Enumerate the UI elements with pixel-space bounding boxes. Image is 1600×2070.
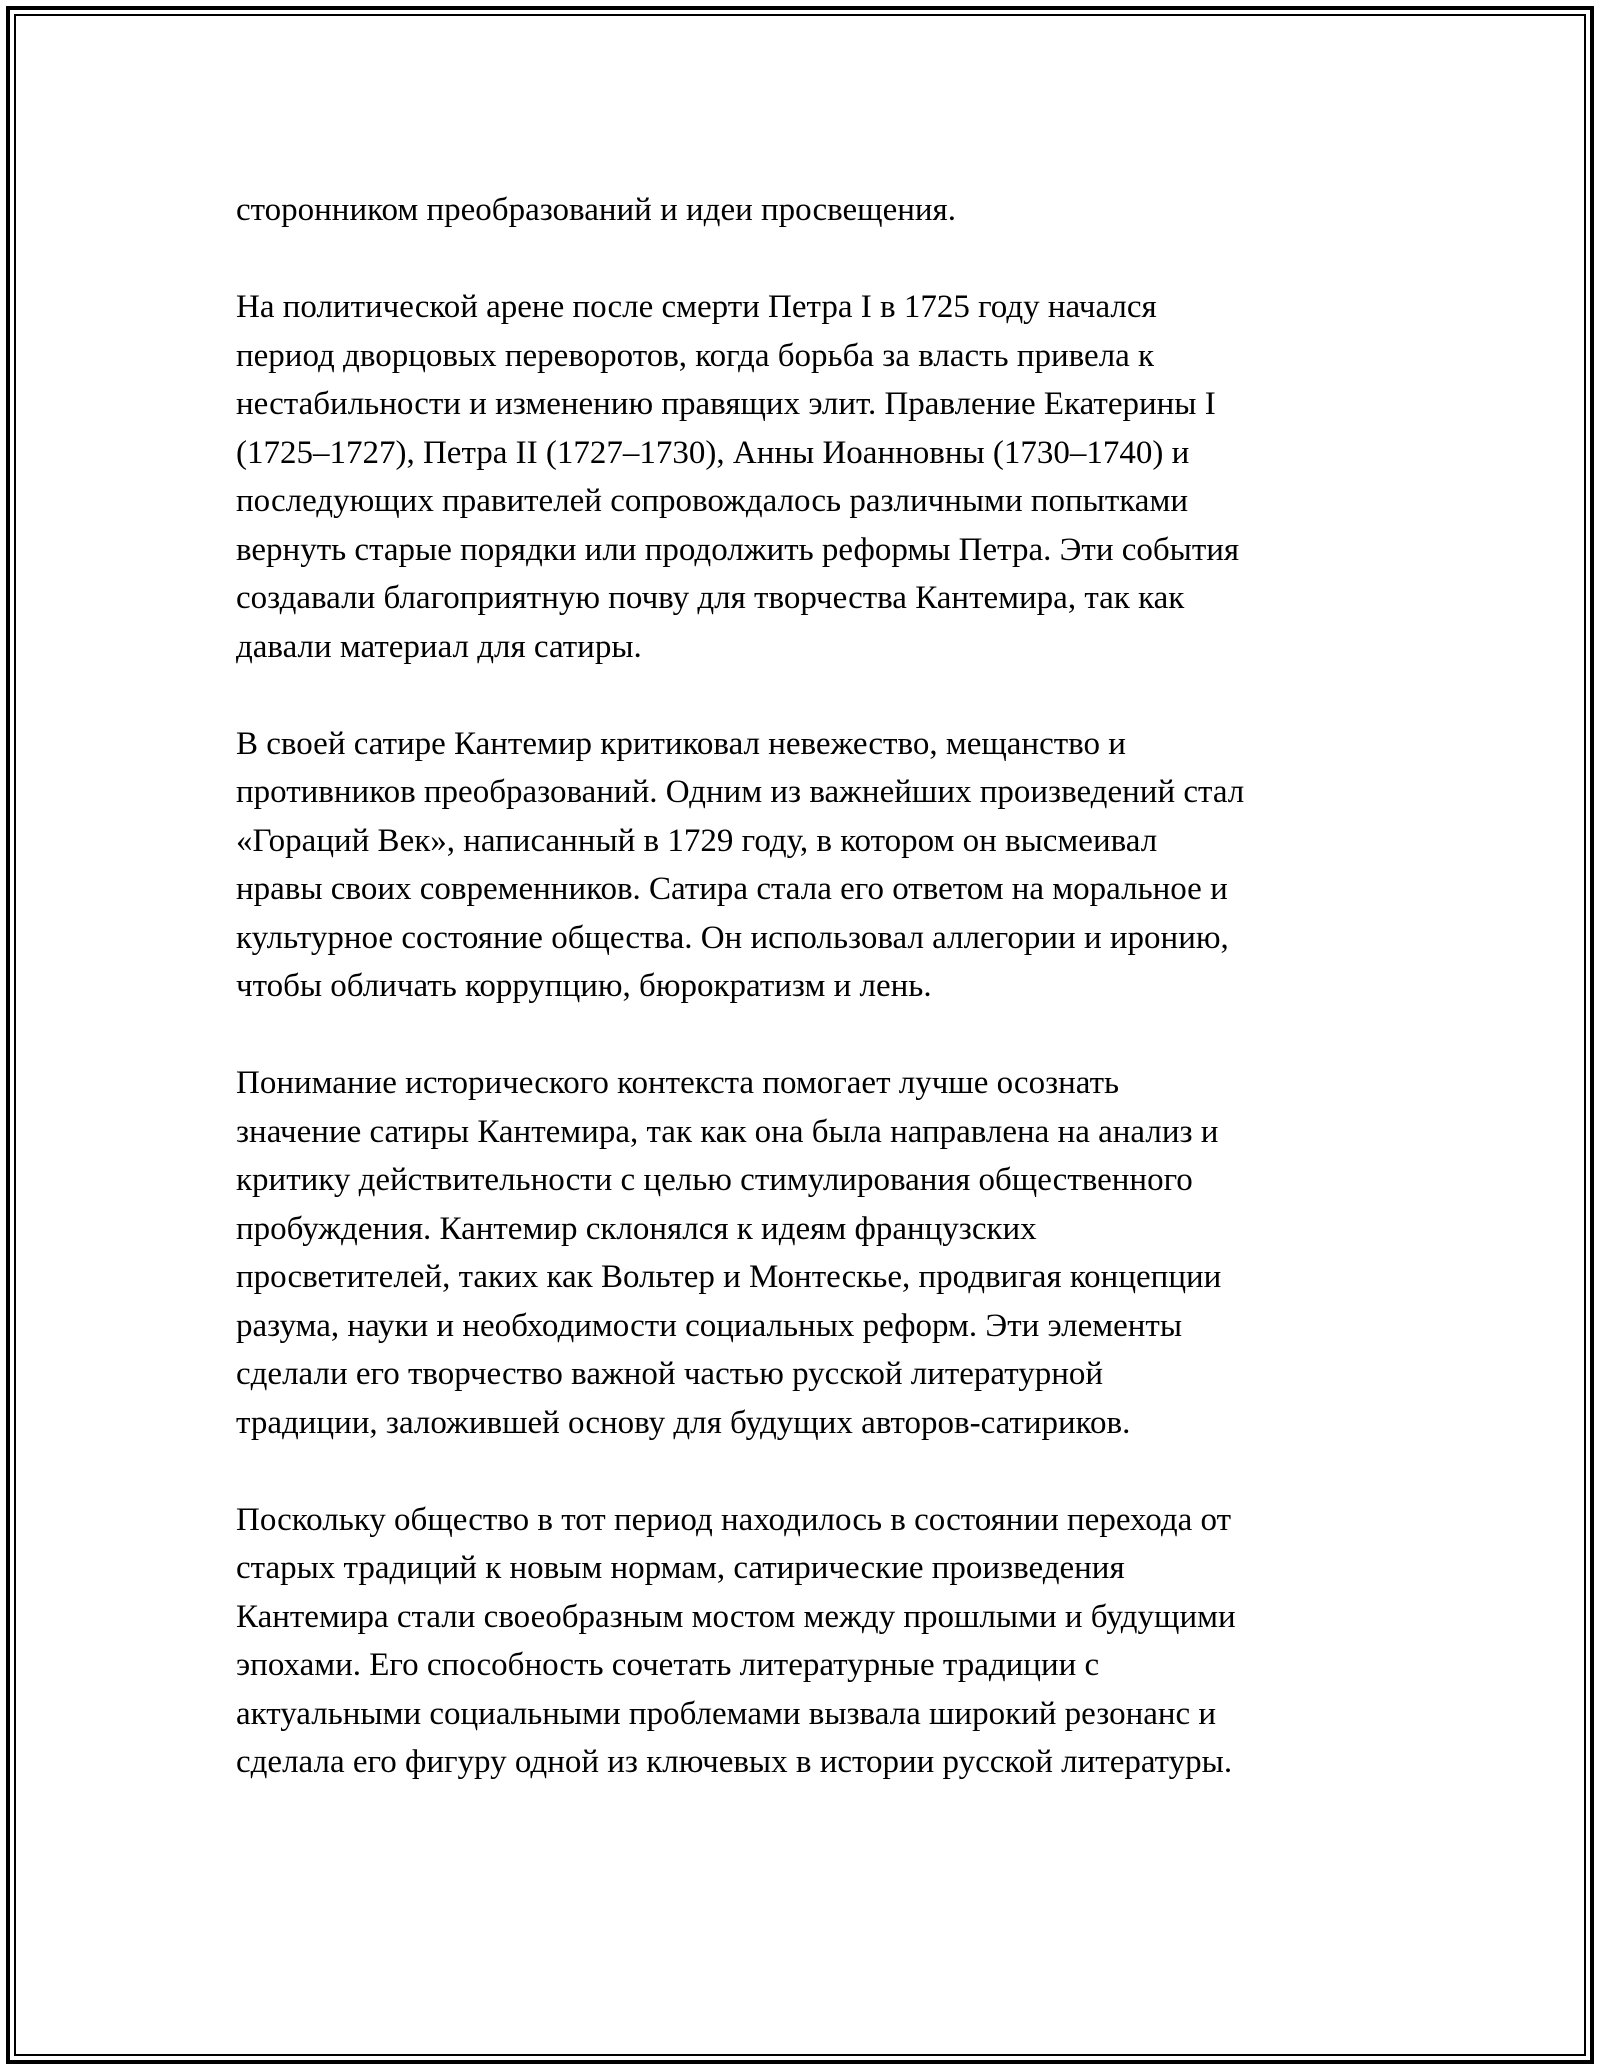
text-line: просветителей, таких как Вольтер и Монтескье, продвигая концепции: [236, 1259, 1222, 1295]
text-line: Кантемира стали своеобразным мостом между прошлыми и будущими: [236, 1598, 1236, 1635]
text-line: традиции, заложившей основу для будущих авторов-сатириков.: [236, 1404, 1131, 1441]
text-line: На политической арене после смерти Петра I в 1725 году начался: [236, 289, 1157, 325]
text-line: противников преобразований. Одним из важнейших произведений стал: [236, 774, 1245, 810]
text-line: Поскольку общество в тот период находилось в состоянии перехода от: [236, 1501, 1231, 1538]
text-line: нравы своих современников. Сатира стала его ответом на моральное и: [236, 871, 1228, 907]
text-line: чтобы обличать коррупцию, бюрократизм и лень.: [236, 968, 932, 1004]
paragraph: [236, 1059, 1376, 1447]
text-line: В своей сатире Кантемир критиковал невежество, мещанство и: [236, 725, 1126, 762]
paragraph: [236, 1496, 1376, 1787]
text-line: старых традиций к новым нормам, сатирические произведения: [236, 1550, 1125, 1586]
text-line: эпохами. Его способность сочетать литературные традиции с: [236, 1647, 1100, 1683]
text-line: давали материал для сатиры.: [236, 628, 642, 665]
text-line: актуальными социальными проблемами вызвала широкий резонанс и: [236, 1695, 1217, 1732]
document-body: [236, 186, 1376, 1835]
text-line: «Гораций Век», написанный в 1729 году, в котором он высмеивал: [236, 822, 1158, 859]
text-line: последующих правителей сопровождалось различными попытками: [236, 483, 1188, 519]
text-line: значение сатиры Кантемира, так как она была направлена на анализ и: [236, 1113, 1219, 1150]
text-line: разума, науки и необходимости социальных реформ. Эти элементы: [236, 1307, 1183, 1344]
text-line: сделали его творчество важной частью русской литературной: [236, 1356, 1104, 1392]
paragraph: [236, 283, 1376, 671]
text-line: сторонником преобразований и идеи просвещения.: [236, 192, 956, 228]
text-line: критику действительности с целью стимулирования общественного: [236, 1162, 1193, 1198]
text-line: пробуждения. Кантемир склонялся к идеям французских: [236, 1210, 1037, 1247]
text-line: (1725–1727), Петра II (1727–1730), Анны Иоанновны (1730–1740) и: [236, 434, 1190, 471]
text-line: период дворцовых переворотов, когда борьба за власть привела к: [236, 337, 1155, 374]
paragraph: [236, 720, 1376, 1011]
text-line: Понимание исторического контекста помогает лучше осознать: [236, 1065, 1120, 1101]
text-line: создавали благоприятную почву для творчества Кантемира, так как: [236, 580, 1185, 616]
text-line: сделала его фигуру одной из ключевых в истории русской литературы.: [236, 1744, 1233, 1780]
text-line: культурное состояние общества. Он использовал аллегории и иронию,: [236, 919, 1229, 956]
text-line: вернуть старые порядки или продолжить реформы Петра. Эти события: [236, 531, 1240, 568]
text-line: нестабильности и изменению правящих элит. Правление Екатерины I: [236, 386, 1216, 422]
paragraph: [236, 186, 1376, 235]
